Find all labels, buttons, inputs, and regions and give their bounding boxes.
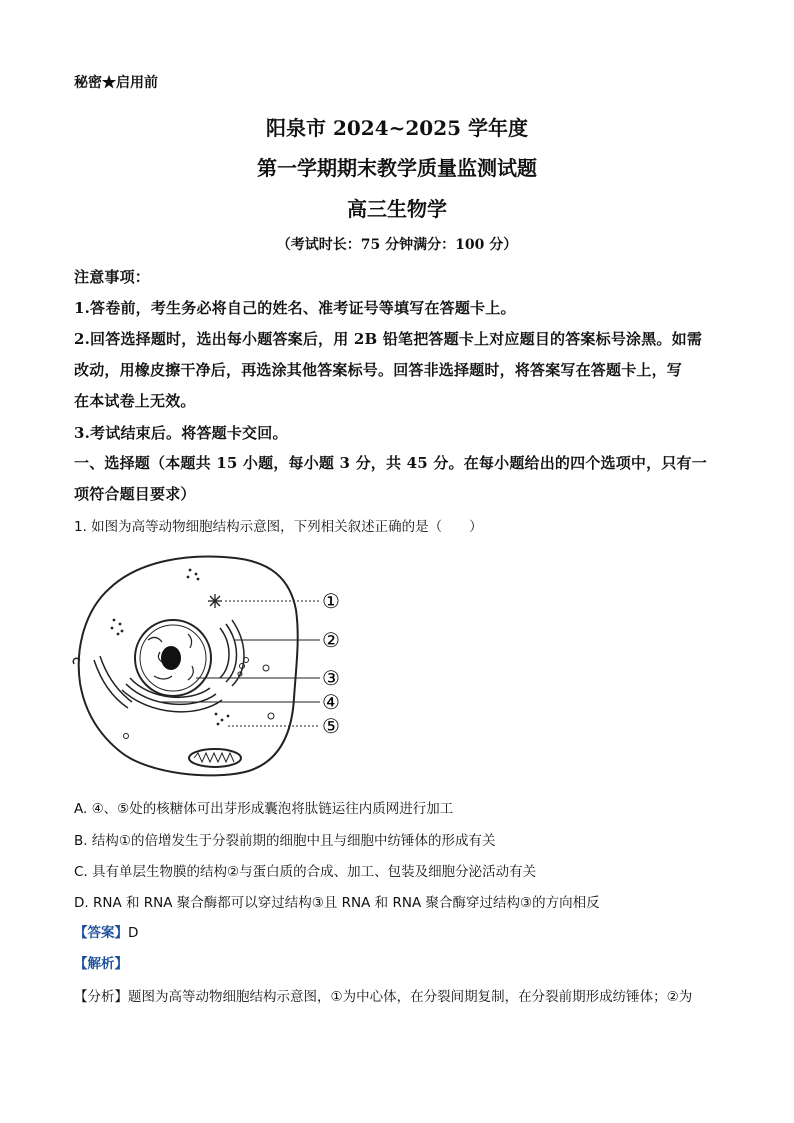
exam-subject-title: 高三生物学 bbox=[347, 197, 447, 221]
answer-value: D bbox=[128, 925, 139, 941]
exam-duration-score: （考试时长：75 分钟满分：100 分） bbox=[276, 237, 518, 253]
exam-title-line-1: 阳泉市 2024~2025 学年度 bbox=[265, 116, 528, 140]
label-3: ③ bbox=[322, 666, 340, 690]
notes-heading: 注意事项： bbox=[74, 268, 151, 286]
label-1: ① bbox=[322, 589, 340, 613]
label-4: ④ bbox=[322, 690, 340, 714]
note-3: 3.考试结束后。将答题卡交回。 bbox=[74, 424, 288, 442]
note-2-line-1: 2.回答选择题时，选出每小题答案后，用 2B 铅笔把答题卡上对应题目的答案标号涂黑。如需 bbox=[74, 330, 703, 348]
answer-tag: 【答案】 bbox=[74, 925, 128, 941]
option-d: D. RNA 和 RNA 聚合酶都可以穿过结构③且 RNA 和 RNA 聚合酶穿过结构③的方向相反 bbox=[74, 895, 600, 911]
answer-line bbox=[74, 921, 138, 941]
section-heading-line-2: 项符合题目要求） bbox=[74, 485, 196, 503]
label-5: ⑤ bbox=[322, 714, 340, 738]
note-2-line-3: 在本试卷上无效。 bbox=[74, 392, 196, 410]
analysis-line: 【分析】题图为高等动物细胞结构示意图，①为中心体，在分裂间期复制，在分裂前期形成纺锤体；②为 bbox=[74, 989, 693, 1005]
exam-title-line-2: 第一学期期末教学质量监测试题 bbox=[257, 156, 537, 180]
label-2: ② bbox=[322, 628, 340, 652]
question-1-stem: 1. 如图为高等动物细胞结构示意图，下列相关叙述正确的是（ ） bbox=[74, 519, 483, 535]
mitochondrion bbox=[189, 749, 241, 767]
note-1: 1.答卷前，考生务必将自己的姓名、准考证号等填写在答题卡上。 bbox=[74, 299, 516, 317]
option-c: C. 具有单层生物膜的结构②与蛋白质的合成、加工、包装及细胞分泌活动有关 bbox=[74, 864, 537, 880]
cell-structure-diagram bbox=[70, 548, 360, 780]
option-a: A. ④、⑤处的核糖体可出芽形成囊泡将肽链运往内质网进行加工 bbox=[74, 801, 454, 817]
section-heading-line-1: 一、选择题（本题共 15 小题，每小题 3 分，共 45 分。在每小题给出的四个选项中，只有一 bbox=[74, 454, 707, 472]
centrosome bbox=[208, 594, 222, 608]
note-2-line-2: 改动，用橡皮擦干净后，再选涂其他答案标号。回答非选择题时，将答案写在答题卡上，写 bbox=[74, 361, 683, 379]
option-b: B. 结构①的倍增发生于分裂前期的细胞中且与细胞中纺锤体的形成有关 bbox=[74, 833, 496, 849]
analysis-tag: 【解析】 bbox=[74, 956, 128, 972]
confidential-mark: 秘密★启用前 bbox=[74, 75, 158, 91]
nucleolus bbox=[161, 646, 181, 670]
cell-membrane bbox=[79, 557, 298, 776]
